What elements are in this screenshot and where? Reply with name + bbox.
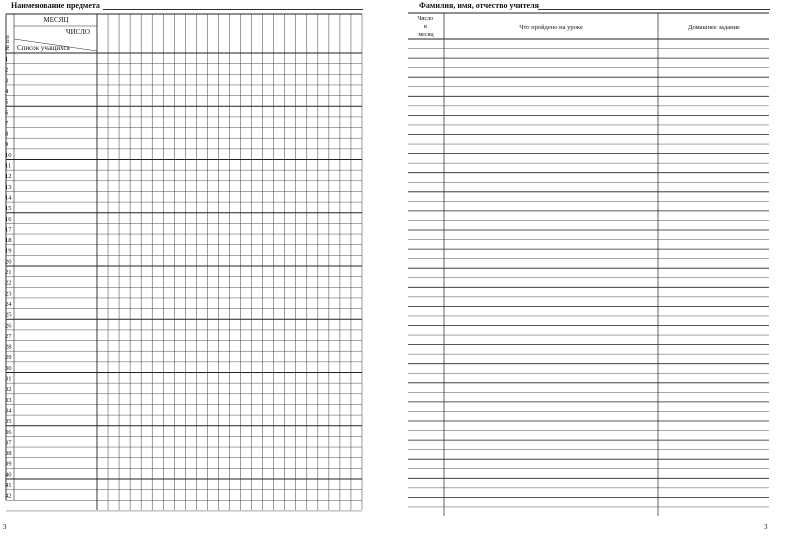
row-number: 37	[5, 439, 12, 447]
row-number: 23	[5, 290, 12, 298]
right-page-number: 3	[764, 523, 768, 531]
row-number: 16	[5, 215, 12, 223]
row-number: 4	[5, 87, 9, 95]
row-number: 30	[5, 364, 12, 372]
row-number: 22	[5, 279, 12, 287]
row-number: 41	[5, 482, 12, 489]
row-number: 27	[5, 332, 12, 340]
row-number: 24	[5, 300, 12, 308]
row-number: 34	[5, 407, 12, 415]
row-number: 6	[5, 109, 9, 117]
row-number: 42	[5, 492, 12, 500]
row-number: 21	[5, 269, 12, 276]
row-number: 3	[5, 77, 9, 85]
row-number: 15	[5, 205, 12, 213]
row-number: 1	[5, 56, 9, 63]
row-number: 14	[5, 194, 12, 202]
row-number: 5	[5, 98, 9, 106]
row-number: 9	[5, 141, 9, 149]
row-number: 36	[5, 428, 12, 436]
row-number: 18	[5, 237, 12, 245]
row-number: 29	[5, 354, 12, 362]
row-number: 25	[5, 311, 12, 319]
row-number: 2	[5, 66, 9, 74]
row-number: 35	[5, 418, 12, 426]
teacher-name-title: Фамилия, имя, отчество учителя	[419, 1, 539, 10]
date-column-header: Число и месяц	[417, 16, 434, 38]
row-number: 19	[5, 247, 12, 255]
row-number: 11	[5, 162, 12, 170]
row-number: 7	[5, 119, 9, 127]
row-number: 31	[5, 375, 12, 383]
row-number-label: № п/п	[5, 35, 11, 51]
homework-column-header: Домашнее задание	[688, 24, 740, 31]
left-page-number: 3	[3, 523, 7, 531]
row-number: 13	[5, 183, 12, 191]
row-number: 32	[5, 386, 12, 394]
row-number: 33	[5, 396, 12, 404]
row-number: 10	[5, 151, 12, 159]
row-number: 20	[5, 258, 12, 266]
row-number: 17	[5, 226, 12, 234]
row-number: 39	[5, 460, 12, 468]
row-number: 26	[5, 322, 12, 330]
month-label: МЕСЯЦ	[43, 16, 69, 24]
students-label: Список учащихся	[17, 44, 70, 52]
row-number: 28	[5, 343, 12, 351]
row-number: 38	[5, 450, 12, 458]
row-number: 12	[5, 173, 12, 181]
row-number: 40	[5, 471, 12, 479]
row-number: 8	[5, 130, 9, 138]
lesson-column-header: Что пройдено на уроке	[519, 24, 583, 31]
lessons-table-lines	[408, 13, 769, 516]
date-label: ЧИСЛО	[66, 28, 90, 36]
subject-title: Наименование предмета	[11, 1, 100, 10]
